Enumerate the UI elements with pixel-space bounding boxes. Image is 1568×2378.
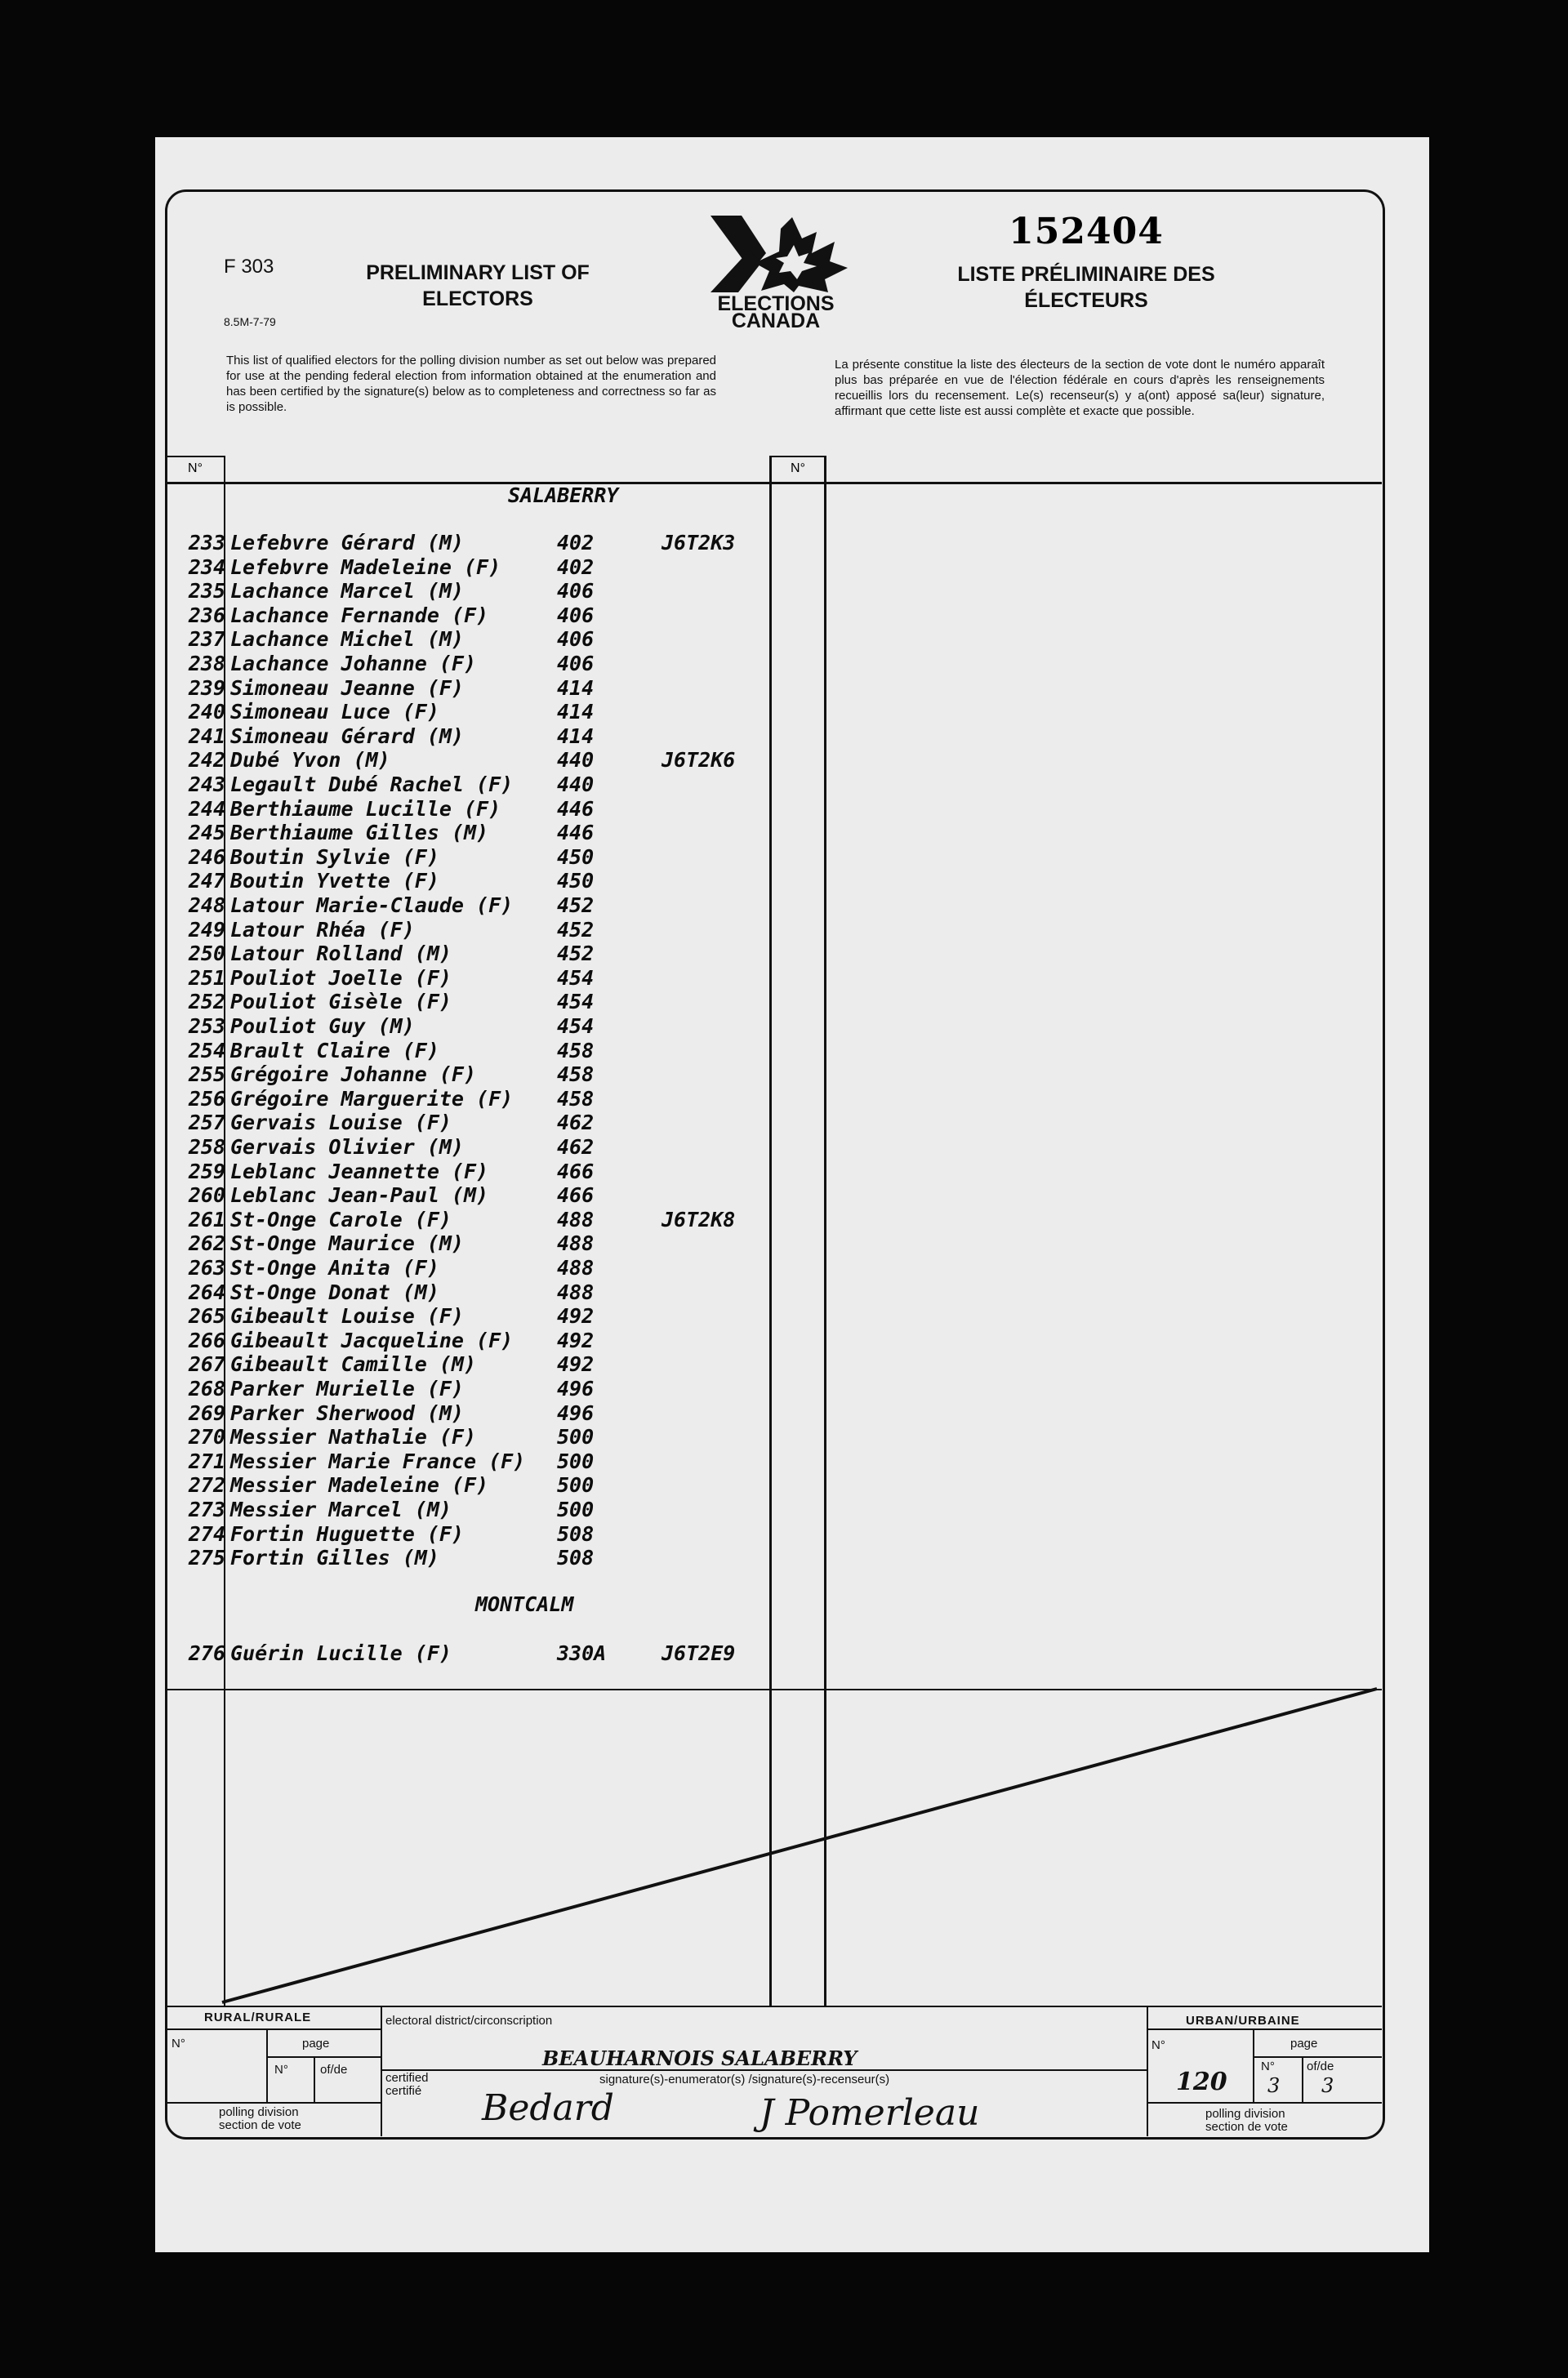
elector-name: Brault Claire (F) <box>230 1038 439 1062</box>
urban-no-label-2: N° <box>1261 2060 1275 2073</box>
elector-name: St-Onge Carole (F) <box>230 1207 452 1231</box>
intro-english: This list of qualified electors for the polling division number as set out below was prepared for use at the pending federal election from information obtained at the enumeration and has been certified by the signature(s) below as to completeness and correctness so far as is possible. <box>226 354 716 414</box>
elector-number: 253 <box>188 1014 225 1038</box>
elector-address: 330A <box>557 1641 607 1665</box>
elector-name: Lachance Marcel (M) <box>230 579 464 603</box>
elector-name: Messier Marie France (F) <box>230 1449 526 1473</box>
elector-name: Parker Murielle (F) <box>230 1377 464 1401</box>
elector-address: 458 <box>557 1038 595 1062</box>
elector-name: Guérin Lucille (F) <box>230 1641 452 1665</box>
elector-number: 275 <box>188 1546 225 1570</box>
elector-address: 466 <box>557 1183 595 1208</box>
certified-label: certified <box>385 2071 429 2085</box>
elector-name: Leblanc Jean-Paul (M) <box>230 1183 489 1208</box>
elector-number: 276 <box>188 1641 225 1665</box>
elector-number: 234 <box>188 554 225 579</box>
elector-name: Pouliot Gisèle (F) <box>230 990 452 1014</box>
elector-number: 250 <box>188 942 225 966</box>
form-number: F 303 <box>224 256 274 278</box>
elector-address: 488 <box>557 1256 595 1280</box>
elector-number: 252 <box>188 990 225 1014</box>
elector-name: Boutin Sylvie (F) <box>230 844 439 869</box>
elector-address: 466 <box>557 1159 595 1183</box>
elector-number: 236 <box>188 603 225 627</box>
logo-text-line2: CANADA <box>731 309 821 328</box>
elector-address: 488 <box>557 1280 595 1304</box>
footer-rule <box>1253 2028 1254 2102</box>
urban-of-label: of/de <box>1307 2060 1334 2073</box>
footer-rule <box>1253 2056 1382 2058</box>
elector-number: 264 <box>188 1280 225 1304</box>
elector-number: 259 <box>188 1159 225 1183</box>
signature-1: Bedard <box>482 2087 614 2129</box>
elector-address: 492 <box>557 1328 595 1352</box>
rural-page-label: page <box>302 2037 330 2051</box>
elector-address: 446 <box>557 821 595 845</box>
elector-postal-code: J6T2K8 <box>662 1207 736 1231</box>
elector-name: St-Onge Maurice (M) <box>230 1231 464 1256</box>
elector-address: 454 <box>557 990 595 1014</box>
elector-address: 414 <box>557 724 595 748</box>
elector-address: 454 <box>557 1014 595 1038</box>
rural-label: RURAL/RURALE <box>204 2011 312 2024</box>
urban-label: URBAN/URBAINE <box>1186 2014 1300 2028</box>
elector-name: Lachance Michel (M) <box>230 627 464 652</box>
elector-number: 249 <box>188 917 225 942</box>
elector-number: 257 <box>188 1111 225 1135</box>
elector-name: Messier Nathalie (F) <box>230 1425 477 1450</box>
elector-name: Grégoire Marguerite (F) <box>230 1086 514 1111</box>
elector-name: Fortin Gilles (M) <box>230 1546 439 1570</box>
elector-number: 256 <box>188 1086 225 1111</box>
elector-name: Lachance Fernande (F) <box>230 603 489 627</box>
elector-number: 248 <box>188 893 225 917</box>
elector-address: 406 <box>557 603 595 627</box>
elector-address: 500 <box>557 1498 595 1521</box>
elector-number: 271 <box>188 1449 225 1473</box>
elector-number: 244 <box>188 796 225 821</box>
elector-number: 233 <box>188 531 225 554</box>
elector-name: Boutin Yvette (F) <box>230 869 439 893</box>
signature-label: signature(s)-enumerator(s) /signature(s)-recenseur(s) <box>599 2073 890 2086</box>
elector-name: Lefebvre Madeleine (F) <box>230 554 501 579</box>
elector-number: 245 <box>188 821 225 845</box>
elector-address: 440 <box>557 773 595 796</box>
district-heading: MONTCALM <box>475 1592 574 1616</box>
footer-rule <box>266 2056 382 2058</box>
elector-number: 235 <box>188 579 225 603</box>
elector-name: Gervais Olivier (M) <box>230 1135 464 1159</box>
elector-address: 446 <box>557 796 595 821</box>
elector-number: 263 <box>188 1256 225 1280</box>
elector-number: 272 <box>188 1473 225 1498</box>
elector-address: 508 <box>557 1546 595 1570</box>
urban-polling-label: polling division <box>1205 2107 1285 2121</box>
elector-address: 500 <box>557 1449 595 1473</box>
footer-rule <box>165 2028 382 2030</box>
elector-postal-code: J6T2K3 <box>662 531 736 554</box>
elector-name: Gervais Louise (F) <box>230 1111 452 1135</box>
elector-number: 268 <box>188 1377 225 1401</box>
elector-number: 254 <box>188 1038 225 1062</box>
elector-number: 269 <box>188 1401 225 1425</box>
footer-rule <box>1147 2006 1148 2136</box>
district-label: electoral district/circonscription <box>385 2014 553 2028</box>
elector-address: 508 <box>557 1521 595 1546</box>
elector-name: Gibeault Louise (F) <box>230 1304 464 1329</box>
district-value: BEAUHARNOIS SALABERRY <box>542 2046 858 2070</box>
form-date-code: 8.5M-7-79 <box>224 315 276 328</box>
urban-division-number: 120 <box>1176 2068 1227 2096</box>
rural-polling-label: polling division <box>219 2105 299 2119</box>
no-header-left: N° <box>188 461 203 475</box>
footer-rule <box>165 2102 382 2104</box>
serial-number: 152404 <box>1009 211 1164 252</box>
elector-address: 492 <box>557 1352 595 1377</box>
elector-number: 239 <box>188 675 225 700</box>
rural-polling-label-fr: section de vote <box>219 2118 301 2132</box>
elector-address: 488 <box>557 1207 595 1231</box>
no-header-right: N° <box>791 461 805 475</box>
urban-page-number: 3 <box>1267 2074 1281 2097</box>
elector-address: 492 <box>557 1304 595 1329</box>
elector-number: 258 <box>188 1135 225 1159</box>
elector-number: 247 <box>188 869 225 893</box>
elector-address: 462 <box>557 1111 595 1135</box>
elector-name: Lefebvre Gérard (M) <box>230 531 464 554</box>
intro-french: La présente constitue la liste des électeurs de la section de vote dont le numéro apparaît plus bas préparée en vue de l'élection fédérale en cours d'après les renseignements recueillis lors du recensement. Le(s) recenseur(s) y a(ont) apposé sa(leur) signature, affirmant que cette liste est aussi complète et exacte que possible. <box>835 358 1325 418</box>
elector-name: Dubé Yvon (M) <box>230 748 390 773</box>
elector-number: 270 <box>188 1425 225 1450</box>
elector-name: Pouliot Guy (M) <box>230 1014 415 1038</box>
urban-page-total: 3 <box>1321 2074 1334 2097</box>
elector-address: 458 <box>557 1062 595 1087</box>
elector-name: Parker Sherwood (M) <box>230 1401 464 1425</box>
signature-2: J Pomerleau <box>760 2092 980 2134</box>
elector-number: 265 <box>188 1304 225 1329</box>
elector-address: 440 <box>557 748 595 773</box>
elector-name: Gibeault Jacqueline (F) <box>230 1328 514 1352</box>
elector-address: 406 <box>557 652 595 675</box>
rural-no-label: N° <box>172 2037 185 2051</box>
elector-address: 406 <box>557 579 595 603</box>
elector-address: 452 <box>557 917 595 942</box>
elector-number: 240 <box>188 700 225 724</box>
elector-address: 496 <box>557 1377 595 1401</box>
elector-number: 260 <box>188 1183 225 1208</box>
elector-name: Pouliot Joelle (F) <box>230 965 452 990</box>
footer-rule <box>266 2028 268 2102</box>
elector-address: 496 <box>557 1401 595 1425</box>
urban-page-label: page <box>1290 2037 1318 2051</box>
elector-name: Legault Dubé Rachel (F) <box>230 773 514 796</box>
elector-address: 402 <box>557 554 595 579</box>
elector-number: 255 <box>188 1062 225 1087</box>
elector-address: 500 <box>557 1473 595 1498</box>
elector-address: 452 <box>557 893 595 917</box>
footer-rule <box>1302 2056 1303 2102</box>
elector-number: 266 <box>188 1328 225 1352</box>
urban-polling-label-fr: section de vote <box>1205 2120 1288 2134</box>
elector-address: 454 <box>557 965 595 990</box>
footer-rule <box>381 2006 382 2136</box>
footer-rule <box>1147 2102 1382 2104</box>
elector-name: Simoneau Jeanne (F) <box>230 675 464 700</box>
urban-no-label: N° <box>1152 2038 1165 2052</box>
elector-number: 237 <box>188 627 225 652</box>
elector-number: 246 <box>188 844 225 869</box>
elector-name: Latour Rolland (M) <box>230 942 452 966</box>
title-english: PRELIMINARY LIST OF ELECTORS <box>366 261 590 310</box>
elector-name: Latour Rhéa (F) <box>230 917 415 942</box>
elector-address: 450 <box>557 869 595 893</box>
elector-number: 274 <box>188 1521 225 1546</box>
elector-name: St-Onge Donat (M) <box>230 1280 439 1304</box>
elector-address: 452 <box>557 942 595 966</box>
elector-number: 241 <box>188 724 225 748</box>
elector-name: Messier Marcel (M) <box>230 1498 452 1521</box>
elector-number: 243 <box>188 773 225 796</box>
elector-name: Lachance Johanne (F) <box>230 652 477 675</box>
elector-address: 414 <box>557 700 595 724</box>
elector-name: Simoneau Gérard (M) <box>230 724 464 748</box>
footer-rule <box>314 2056 315 2102</box>
rural-no-label-2: N° <box>274 2063 288 2077</box>
elector-name: Fortin Huguette (F) <box>230 1521 464 1546</box>
elector-address: 500 <box>557 1425 595 1450</box>
elector-number: 262 <box>188 1231 225 1256</box>
elector-address: 450 <box>557 844 595 869</box>
elector-name: Berthiaume Gilles (M) <box>230 821 489 845</box>
elector-name: St-Onge Anita (F) <box>230 1256 439 1280</box>
elector-name: Simoneau Luce (F) <box>230 700 439 724</box>
elector-address: 406 <box>557 627 595 652</box>
elector-address: 462 <box>557 1135 595 1159</box>
elector-number: 251 <box>188 965 225 990</box>
elector-address: 458 <box>557 1086 595 1111</box>
elector-number: 261 <box>188 1207 225 1231</box>
elector-number: 242 <box>188 748 225 773</box>
logo-text-line1: ELECTIONS <box>717 292 835 315</box>
elector-number: 273 <box>188 1498 225 1521</box>
rural-of-label: of/de <box>320 2063 348 2077</box>
elector-name: Berthiaume Lucille (F) <box>230 796 501 821</box>
certified-label-fr: certifié <box>385 2084 422 2098</box>
elector-number: 238 <box>188 652 225 675</box>
elector-postal-code: J6T2E9 <box>662 1641 736 1665</box>
footer-rule <box>1147 2028 1382 2030</box>
elector-name: Gibeault Camille (M) <box>230 1352 477 1377</box>
elector-name: Grégoire Johanne (F) <box>230 1062 477 1087</box>
elector-name: Leblanc Jeannette (F) <box>230 1159 489 1183</box>
elector-name: Latour Marie-Claude (F) <box>230 893 514 917</box>
elector-postal-code: J6T2K6 <box>662 748 736 773</box>
title-french: LISTE PRÉLIMINAIRE DES ÉLECTEURS <box>957 263 1215 312</box>
elector-address: 488 <box>557 1231 595 1256</box>
district-heading: SALABERRY <box>508 483 619 507</box>
elector-name: Messier Madeleine (F) <box>230 1473 489 1498</box>
elector-address: 414 <box>557 675 595 700</box>
elector-address: 402 <box>557 531 595 554</box>
elector-number: 267 <box>188 1352 225 1377</box>
